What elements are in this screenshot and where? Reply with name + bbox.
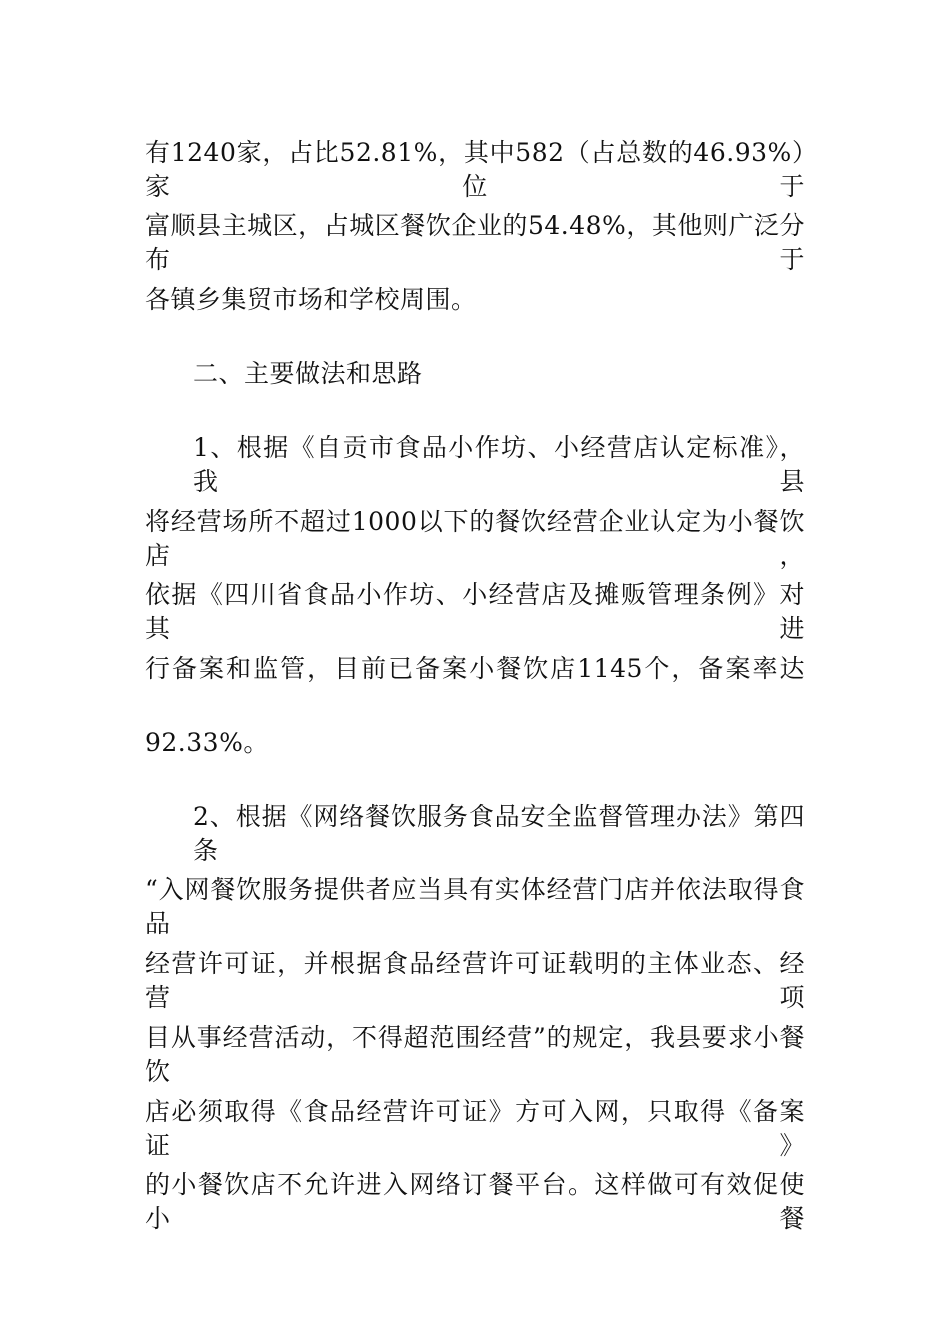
- paragraph-line: 依据《四川省食品小作坊、小经营店及摊贩管理条例》对其进: [145, 580, 805, 643]
- paragraph-line: 行备案和监管，目前已备案小餐饮店1145个，备案率达: [145, 654, 805, 683]
- paragraph-line: 经营许可证，并根据食品经营许可证载明的主体业态、经营项: [145, 949, 805, 1012]
- paragraph-line: 富顺县主城区，占城区餐饮企业的54.48%，其他则广泛分布于: [145, 211, 805, 274]
- paragraph-line: 各镇乡集贸市场和学校周围。: [145, 285, 477, 314]
- paragraph-line: 的小餐饮店不允许进入网络订餐平台。这样做可有效促使小餐: [145, 1170, 805, 1233]
- paragraph-line: 92.33%。: [145, 728, 269, 757]
- paragraph-line: 有1240家，占比52.81%，其中582（占总数的46.93%）家位于: [145, 138, 805, 201]
- paragraph-line: 目从事经营活动，不得超范围经营”的规定，我县要求小餐饮: [145, 1023, 805, 1086]
- section-heading: 二、主要做法和思路: [193, 359, 423, 388]
- paragraph-line: 店必须取得《食品经营许可证》方可入网，只取得《备案证》: [145, 1097, 805, 1160]
- paragraph-line: 1、根据《自贡市食品小作坊、小经营店认定标准》，我县: [193, 433, 805, 496]
- paragraph-line: 将经营场所不超过1000以下的餐饮经营企业认定为小餐饮店，: [145, 507, 805, 570]
- paragraph-line: “入网餐饮服务提供者应当具有实体经营门店并依法取得食品: [145, 875, 805, 938]
- paragraph-line: 2、根据《网络餐饮服务食品安全监督管理办法》第四条: [193, 802, 805, 865]
